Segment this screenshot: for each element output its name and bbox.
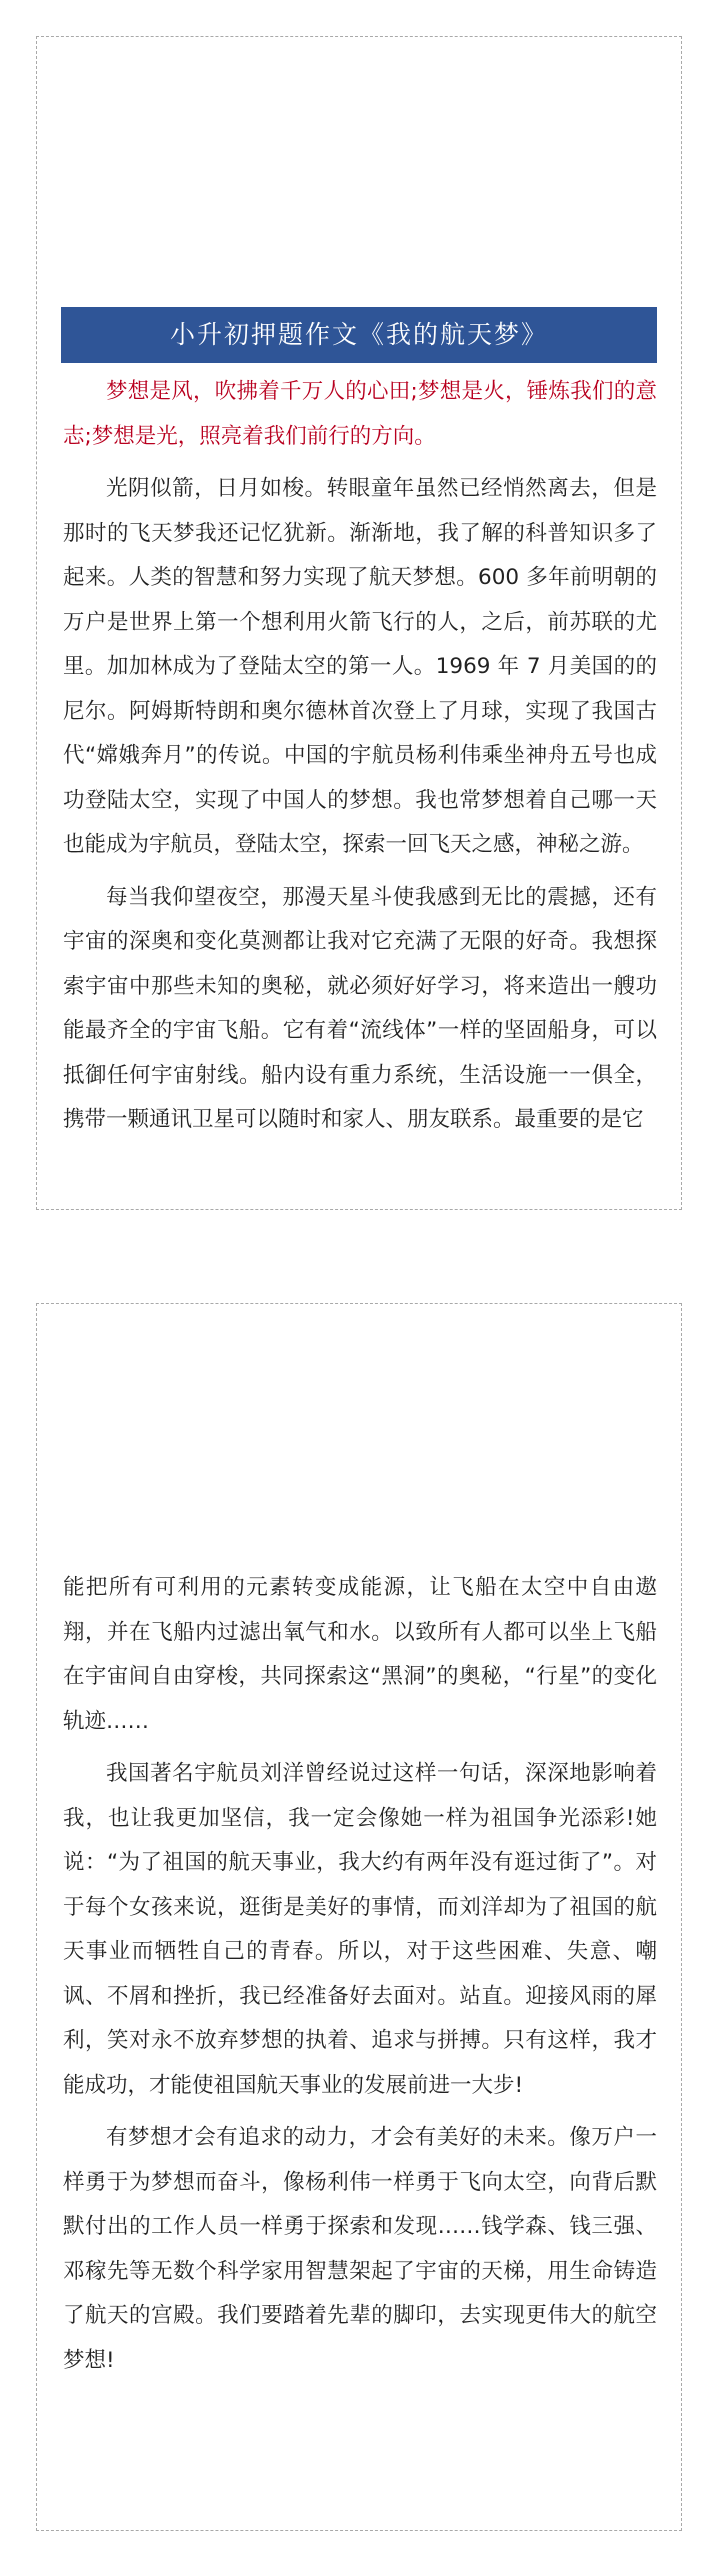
opening-quote-paragraph: 梦想是风，吹拂着千万人的心田;梦想是火，锤炼我们的意志;梦想是光，照亮着我们前行的方向。 [63, 379, 657, 449]
document-page-1 [36, 36, 682, 1210]
page-1-body [63, 370, 657, 1151]
closing-paragraph: 有梦想才会有追求的动力，才会有美好的未来。像万户一样勇于为梦想而奋斗，像杨利伟一样勇于飞向太空，向背后默默付出的工作人员一样勇于探索和发现……钱学森、钱三强、邓稼先等无数个科学家用智慧架起了宇宙的天梯，用生命铸造了航天的宫殿。我们要踏着先辈的脚印，去实现更伟大的航空梦想! [63, 2125, 657, 2373]
body-paragraph: 每当我仰望夜空，那漫天星斗使我感到无比的震撼，还有宇宙的深奥和变化莫测都让我对它充满了无限的好奇。我想探索宇宙中那些未知的奥秘，就必须好好学习，将来造出一艘功能最齐全的宇宙飞船。它有着“流线体”一样的坚固船身，可以抵御任何宇宙射线。船内设有重力系统，生活设施一一俱全，携带一颗通讯卫星可以随时和家人、朋友联系。最重要的是它 [63, 884, 657, 1132]
body-paragraph: 光阴似箭，日月如梭。转眼童年虽然已经悄然离去，但是那时的飞天梦我还记忆犹新。渐渐地，我了解的科普知识多了起来。人类的智慧和努力实现了航天梦想。600 多年前明朝的万户是世界上第一个想利用火箭飞行的人，之后，前苏联的尤里。加加林成为了登陆太空的第一人。1969 年 7 月美国的的尼尔。阿姆斯特朗和奥尔德林首次登上了月球，实现了我国古代“嫦娥奔月”的传说。中国的宇航员杨利伟乘坐神舟五号也成功登陆太空，实现了中国人的梦想。我也常梦想着自己哪一天也能成为宇航员，登陆太空，探索一回飞天之感，神秘之游。 [63, 476, 657, 857]
body-paragraph: 我国著名宇航员刘洋曾经说过这样一句话，深深地影响着我，也让我更加坚信，我一定会像她一样为祖国争光添彩!她说：“为了祖国的航天事业，我大约有两年没有逛过街了”。对于每个女孩来说，逛街是美好的事情，而刘洋却为了祖国的航天事业而牺牲自己的青春。所以，对于这些困难、失意、嘲讽、不屑和挫折，我已经准备好去面对。站直。迎接风雨的犀利，笑对永不放弃梦想的执着、追求与拼搏。只有这样，我才能成功，才能使祖国航天事业的发展前进一大步! [63, 1761, 657, 2098]
document-page-2 [36, 1303, 682, 2531]
continued-paragraph: 能把所有可利用的元素转变成能源，让飞船在太空中自由遨翔，并在飞船内过滤出氧气和水。以致所有人都可以坐上飞船在宇宙间自由穿梭，共同探索这“黑洞”的奥秘，“行星”的变化轨迹…… [63, 1575, 657, 1734]
page-2-body [63, 1566, 657, 2391]
essay-title: 小升初押题作文《我的航天梦》 [61, 307, 657, 363]
